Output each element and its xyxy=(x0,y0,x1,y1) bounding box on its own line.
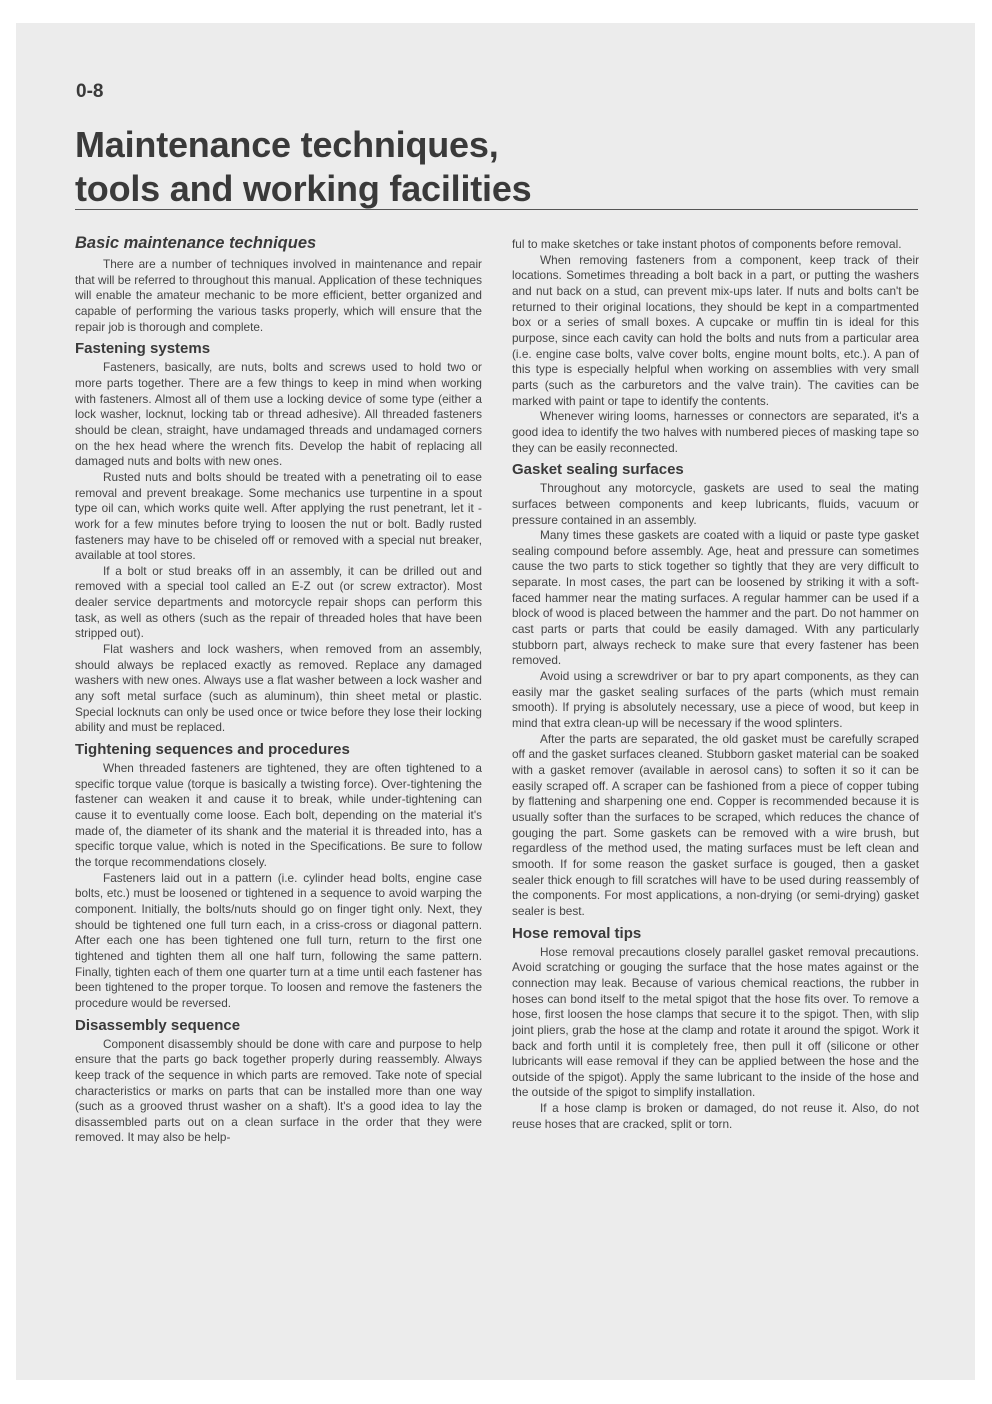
paragraph: When removing fasteners from a component, keep track of their locations. Sometimes threading a bolt back in a part, or putting the washers and nut back on a stud, can prevent mix-ups later. If nuts and bolts can't be returned to their original locations, they should be kept in a compartmented box or a series of small boxes. A cupcake or muffin tin is ideal for this purpose, since each cavity can hold the bolts and nuts from a particular area (i.e. engine case bolts, valve cover bolts, engine mount bolts, etc.). A pan of this type is especially helpful when working on assemblies with very small parts (such as the carburetors and the valve train). The cavities can be marked with paint or tape to identify the contents. xyxy=(512,252,919,408)
manual-page xyxy=(16,23,975,1380)
title-line-2: tools and working facilities xyxy=(75,168,532,209)
paragraph-continued: ful to make sketches or take instant photos of components before removal. xyxy=(512,237,902,251)
left-column xyxy=(75,233,482,1146)
fastening-systems-heading: Fastening systems xyxy=(75,340,211,358)
paragraph: Flat washers and lock washers, when removed from an assembly, should always be replaced exactly as removed. Replace any damaged washers with new ones. Always use a flat washer between a lock washer and any soft metal surface (such as aluminum), thin sheet metal or plastic. Special locknuts can only be used once or twice before they lose their locking ability and must be replaced. xyxy=(75,642,482,735)
paragraph: After the parts are separated, the old gasket must be carefully scraped off and the gasket surfaces cleaned. Stubborn gasket material can be soaked with a gasket remover (available in aerosol cans) to soften it so it can be easily scraped off. A scraper can be fashioned from a piece of copper tubing by flattening and sharpening one end. Copper is recommended because it is usually softer than the surfaces to be scraped, which reduces the chance of gouging the part. Some gaskets can be removed with a wire brush, but regardless of the method used, the mating surfaces must be left clean and smooth. If for some reason the gasket surface is gouged, then a gasket sealer thick enough to fill scratches will have to be used during reassembly of the components. For most applications, a non-drying (or semi-drying) gasket sealer is best. xyxy=(512,731,919,918)
page-title xyxy=(75,123,531,211)
paragraph: Avoid using a screwdriver or bar to pry apart components, as they can easily mar the gasket sealing surfaces of the parts (which must remain smooth). If prying is absolutely necessary, use a piece of wood, but keep in mind that extra clean-up will be necessary if the wood splinters. xyxy=(512,669,919,731)
paragraph: Whenever wiring looms, harnesses or connectors are separated, it's a good idea to identify the two halves with numbered pieces of masking tape so they can be easily reconnected. xyxy=(512,409,919,455)
paragraph: There are a number of techniques involved in maintenance and repair that will be referred to throughout this manual. Application of these techniques will enable the amateur mechanic to be more efficient, better organized and capable of performing the various tasks properly, which will ensure that the repair job is thorough and complete. xyxy=(75,257,482,334)
paragraph: When threaded fasteners are tightened, they are often tightened to a specific torque value (torque is basically a twisting force). Over-tightening the fastener can weaken it and cause it to break, while under-tightening can cause it to eventually come loose. Each bolt, depending on the material it's made of, the diameter of its shank and the material it is threaded into, has a specific torque value, which is noted in the Specifications. Be sure to follow the torque recommendations closely. xyxy=(75,761,482,869)
paragraph: If a bolt or stud breaks off in an assembly, it can be drilled out and removed with a special tool called an E-Z out (or screw extractor). Most dealer service departments and motorcycle repair shops can perform this task, as well as others (such as the repair of threaded holes that have been stripped out). xyxy=(75,563,482,641)
paragraph: If a hose clamp is broken or damaged, do not reuse it. Also, do not reuse hoses that are cracked, split or torn. xyxy=(512,1101,919,1131)
paragraph: Hose removal precautions closely parallel gasket removal precautions. Avoid scratching or gouging the surface that the hose mates against or the connection may leak. Because of various chemical reactions, the rubber in hoses can bond itself to the metal spigot that the hose fits over. To remove a hose, first loosen the hose clamps that secure it to the spigot. Then, with slip joint pliers, grab the hose at the clamp and rotate it around the spigot. Work it back and forth until it is completely free, then pull it off (silicone or other lubricants will ease removal if they can be applied between the hose and the outside of the spigot). Apply the same lubricant to the inside of the hose and the outside of the spigot to simplify installation. xyxy=(512,944,919,1100)
hose-removal-heading: Hose removal tips xyxy=(512,924,642,942)
paragraph: Component disassembly should be done with care and purpose to help ensure that the parts go back together properly during reassembly. Always keep track of the sequence in which parts are removed. Take note of special characteristics or marks on parts that can be installed more than one way (such as a grooved thrust washer on a shaft). It's a good idea to lay the disassembled parts out on a clean surface in the order that they were removed. It may also be help- xyxy=(75,1036,482,1145)
page-number: 0-8 xyxy=(76,81,104,102)
paragraph: Fasteners, basically, are nuts, bolts and screws used to hold two or more parts together. There are a few things to keep in mind when working with fasteners. Almost all of them use a locking device of some type (either a lock washer, locknut, locking tab or thread adhesive). All threaded fasteners should be clean, straight, have undamaged threads and undamaged corners on the hex head where the wrench fits. Develop the habit of replacing all damaged nuts and bolts with new ones. xyxy=(75,360,482,469)
paragraph: Many times these gaskets are coated with a liquid or paste type gasket sealing compound before assembly. Age, heat and pressure can sometimes cause the two parts to stick together so tightly that they are very difficult to separate. In most cases, the part can be loosened by striking it with a soft-faced hammer near the mating surfaces. A regular hammer can be used if a block of wood is placed between the hammer and the part. Do not hammer on cast parts or parts that could be easily damaged. With any particularly stubborn part, always recheck to make sure that every fastener has been removed. xyxy=(512,528,919,668)
gasket-heading: Gasket sealing surfaces xyxy=(512,461,684,479)
title-rule xyxy=(75,209,918,210)
disassembly-heading: Disassembly sequence xyxy=(75,1016,241,1034)
title-line-1: Maintenance techniques, xyxy=(75,124,499,165)
paragraph: Rusted nuts and bolts should be treated with a penetrating oil to ease removal and prevent breakage. Some mechanics use turpentine in a spout type oil can, which works quite well. After applying the rust penetrant, let it -work for a few minutes before trying to loosen the nut or bolt. Badly rusted fasteners may have to be chiseled off or removed with a special nut breaker, available at tool stores. xyxy=(75,469,482,563)
paragraph: Fasteners laid out in a pattern (i.e. cylinder head bolts, engine case bolts, etc.) must be loosened or tightened in a sequence to avoid warping the component. Initially, the bolts/nuts should go on finger tight only. Next, they should be tightened one full turn each, in a criss-cross or diagonal pattern. After each one has been tightened one full turn, return to the first one tightened and tighten them all one half turn, following the same pattern. Finally, tighten each of them one quarter turn at a time until each fastener has been tightened to the proper torque. To loosen and remove the fasteners the procedure would be reversed. xyxy=(75,870,482,1010)
basic-techniques-heading: Basic maintenance techniques xyxy=(75,234,317,252)
right-column xyxy=(512,237,919,1132)
tightening-heading: Tightening sequences and procedures xyxy=(75,741,350,759)
paragraph: Throughout any motorcycle, gaskets are used to seal the mating surfaces between components and keep lubricants, fluids, vacuum or pressure contained in an assembly. xyxy=(512,481,919,527)
